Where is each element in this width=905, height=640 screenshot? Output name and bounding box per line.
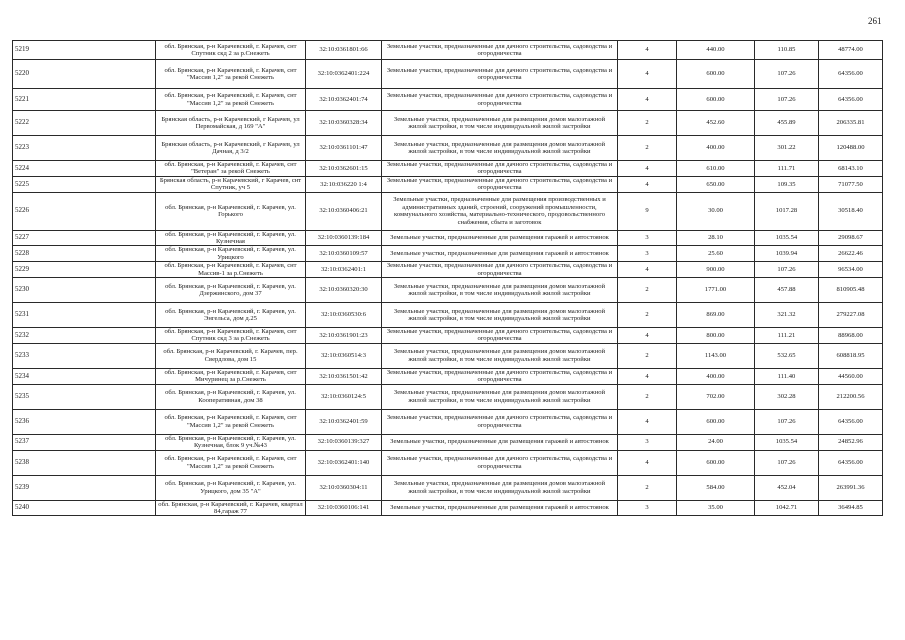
table-row <box>13 111 883 136</box>
row-land-use: Земельные участки, предназначенные для дачного строительства, садоводства и огородничества <box>382 41 618 60</box>
row-area: 600.00 <box>677 89 755 111</box>
table-row <box>13 278 883 303</box>
row-area: 610.00 <box>677 161 755 177</box>
row-rate: 111.40 <box>755 368 819 384</box>
row-rate: 107.26 <box>755 450 819 475</box>
row-address: обл. Брянская, р-н Карачевский, г. Карачев, снт Спутник скд 2 за р.Снежеть <box>156 41 306 60</box>
row-cadastral-value: 30518.40 <box>819 192 883 230</box>
table-row <box>13 89 883 111</box>
table-row <box>13 246 883 262</box>
row-land-use: Земельные участки, предназначенные для дачного строительства, садоводства и огородничества <box>382 328 618 344</box>
row-cadastral-number: 32:10:0361501:42 <box>306 368 382 384</box>
row-cadastral-number: 32:10:0362401:74 <box>306 89 382 111</box>
table-row <box>13 60 883 89</box>
row-address: обл. Брянская, р-н Карачевский, г. Карачев, снт Мичуринец за р.Снежеть <box>156 368 306 384</box>
table-row <box>13 161 883 177</box>
row-rate: 321.32 <box>755 303 819 328</box>
row-area: 600.00 <box>677 450 755 475</box>
row-cadastral-value: 263991.36 <box>819 475 883 500</box>
row-land-use: Земельные участки, предназначенные для размещения производственных и административных зданий, строений, сооружений промышленности, коммунального хозяйства, материально-технического, продовольственного снабжения, сбыта и заготовок <box>382 192 618 230</box>
row-cadastral-number: 32:10:0360304:11 <box>306 475 382 500</box>
row-rate: 107.26 <box>755 89 819 111</box>
row-address: обл. Брянская, р-н Карачевский, г. Карачев, ул. Урицкого <box>156 246 306 262</box>
row-area: 900.00 <box>677 262 755 278</box>
row-cadastral-number: 32:10:0360406:21 <box>306 192 382 230</box>
table-row <box>13 409 883 434</box>
row-cadastral-number: 32:10:0360139:184 <box>306 230 382 246</box>
row-zone: 4 <box>618 161 677 177</box>
row-number: 5224 <box>13 161 156 177</box>
row-address: обл. Брянская, р-н Карачевский, г. Карачев, снт "Массив 1,2" за рекой Снежеть <box>156 89 306 111</box>
row-address: обл. Брянская, р-н Карачевский, г. Карачев, снт Спутник скд 3 за р.Снежеть <box>156 328 306 344</box>
row-number: 5221 <box>13 89 156 111</box>
row-land-use: Земельные участки, предназначенные для размещения домов малоэтажной жилой застройки, в том числе индивидуальной жилой застройки <box>382 475 618 500</box>
row-zone: 4 <box>618 368 677 384</box>
row-rate: 532.65 <box>755 343 819 368</box>
row-address: обл. Брянская, р-н Карачевский, г. Карачев, ул. Горького <box>156 192 306 230</box>
row-number: 5228 <box>13 246 156 262</box>
row-rate: 1017.28 <box>755 192 819 230</box>
row-number: 5230 <box>13 278 156 303</box>
row-cadastral-number: 32:10:036220 1:4 <box>306 176 382 192</box>
row-number: 5235 <box>13 384 156 409</box>
row-cadastral-value: 64356.00 <box>819 89 883 111</box>
row-number: 5237 <box>13 434 156 450</box>
row-address: обл. Брянская, р-н Карачевский, г. Карачев, ул. Кузнечная, блок 9 уч.№43 <box>156 434 306 450</box>
row-rate: 1042.71 <box>755 500 819 516</box>
table-row <box>13 328 883 344</box>
row-land-use: Земельные участки, предназначенные для размещения домов малоэтажной жилой застройки, в том числе индивидуальной жилой застройки <box>382 111 618 136</box>
row-zone: 4 <box>618 176 677 192</box>
row-cadastral-number: 32:10:0361901:23 <box>306 328 382 344</box>
row-address: обл. Брянская, р-н Карачевский, г. Карачев, снт "Массив 1,2" за рекой Снежеть <box>156 409 306 434</box>
row-rate: 111.21 <box>755 328 819 344</box>
row-land-use: Земельные участки, предназначенные для размещения гаражей и автостоянок <box>382 230 618 246</box>
row-zone: 2 <box>618 343 677 368</box>
row-cadastral-value: 29098.67 <box>819 230 883 246</box>
row-cadastral-value: 48774.00 <box>819 41 883 60</box>
row-zone: 2 <box>618 303 677 328</box>
page-number: 261 <box>868 16 882 26</box>
table-row <box>13 230 883 246</box>
row-area: 584.00 <box>677 475 755 500</box>
row-address: обл. Брянская, р-н Карачевский, г. Карачев, ул. Дзержинского, дом 37 <box>156 278 306 303</box>
row-zone: 4 <box>618 450 677 475</box>
row-address: обл. Брянская, р-н Карачевский, г. Карачев, снт "Массив 1,2" за рекой Снежеть <box>156 60 306 89</box>
row-land-use: Земельные участки, предназначенные для дачного строительства, садоводства и огородничества <box>382 176 618 192</box>
row-cadastral-value: 71077.50 <box>819 176 883 192</box>
row-area: 400.00 <box>677 136 755 161</box>
row-cadastral-number: 32:10:0361801:66 <box>306 41 382 60</box>
row-number: 5239 <box>13 475 156 500</box>
row-address: обл. Брянская, р-н Карачевский, г. Карачев, снт "Массив 1,2" за рекой Снежеть <box>156 450 306 475</box>
row-zone: 2 <box>618 278 677 303</box>
row-cadastral-value: 279227.08 <box>819 303 883 328</box>
row-number: 5223 <box>13 136 156 161</box>
row-area: 600.00 <box>677 409 755 434</box>
row-zone: 4 <box>618 89 677 111</box>
row-cadastral-number: 32:10:0362401:224 <box>306 60 382 89</box>
row-number: 5222 <box>13 111 156 136</box>
row-number: 5236 <box>13 409 156 434</box>
row-cadastral-number: 32:10:0362601:15 <box>306 161 382 177</box>
row-land-use: Земельные участки, предназначенные для размещения гаражей и автостоянок <box>382 500 618 516</box>
row-zone: 2 <box>618 384 677 409</box>
row-zone: 2 <box>618 111 677 136</box>
row-land-use: Земельные участки, предназначенные для дачного строительства, садоводства и огородничества <box>382 89 618 111</box>
row-cadastral-number: 32:10:0362401:59 <box>306 409 382 434</box>
row-cadastral-number: 32:10:0360514:3 <box>306 343 382 368</box>
row-zone: 3 <box>618 500 677 516</box>
row-number: 5232 <box>13 328 156 344</box>
row-rate: 107.26 <box>755 262 819 278</box>
row-cadastral-value: 212200.56 <box>819 384 883 409</box>
row-rate: 107.26 <box>755 60 819 89</box>
row-cadastral-value: 24852.96 <box>819 434 883 450</box>
row-rate: 109.35 <box>755 176 819 192</box>
row-cadastral-value: 36494.85 <box>819 500 883 516</box>
row-rate: 111.71 <box>755 161 819 177</box>
row-cadastral-number: 32:10:0360139:327 <box>306 434 382 450</box>
row-area: 35.00 <box>677 500 755 516</box>
row-area: 30.00 <box>677 192 755 230</box>
row-cadastral-number: 32:10:0360106:141 <box>306 500 382 516</box>
row-area: 800.00 <box>677 328 755 344</box>
row-number: 5234 <box>13 368 156 384</box>
row-area: 28.10 <box>677 230 755 246</box>
registry-body <box>13 41 883 516</box>
row-land-use: Земельные участки, предназначенные для размещения гаражей и автостоянок <box>382 434 618 450</box>
row-cadastral-value: 26622.46 <box>819 246 883 262</box>
row-address: обл. Брянская, р-н Карачевский, г. Карачев, ул. Кузнечная <box>156 230 306 246</box>
row-cadastral-number: 32:10:0361101:47 <box>306 136 382 161</box>
row-land-use: Земельные участки, предназначенные для дачного строительства, садоводства и огородничества <box>382 450 618 475</box>
row-land-use: Земельные участки, предназначенные для размещения домов малоэтажной жилой застройки, в том числе индивидуальной жилой застройки <box>382 343 618 368</box>
row-land-use: Земельные участки, предназначенные для дачного строительства, садоводства и огородничества <box>382 262 618 278</box>
row-cadastral-number: 32:10:0360530:6 <box>306 303 382 328</box>
row-land-use: Земельные участки, предназначенные для размещения домов малоэтажной жилой застройки, в том числе индивидуальной жилой застройки <box>382 384 618 409</box>
row-cadastral-number: 32:10:0362401:1 <box>306 262 382 278</box>
table-row <box>13 176 883 192</box>
row-land-use: Земельные участки, предназначенные для дачного строительства, садоводства и огородничества <box>382 60 618 89</box>
row-address: обл. Брянская, р-н Карачевский, г. Карачев, квартал 84,гараж 77 <box>156 500 306 516</box>
table-row <box>13 136 883 161</box>
row-zone: 4 <box>618 41 677 60</box>
row-rate: 301.22 <box>755 136 819 161</box>
table-row <box>13 450 883 475</box>
row-cadastral-value: 810905.48 <box>819 278 883 303</box>
row-cadastral-value: 64356.00 <box>819 450 883 475</box>
row-zone: 9 <box>618 192 677 230</box>
table-row <box>13 368 883 384</box>
row-rate: 1035.54 <box>755 434 819 450</box>
row-area: 25.60 <box>677 246 755 262</box>
row-cadastral-value: 96534.00 <box>819 262 883 278</box>
row-cadastral-number: 32:10:0360109:57 <box>306 246 382 262</box>
row-land-use: Земельные участки, предназначенные для размещения домов малоэтажной жилой застройки, в том числе индивидуальной жилой застройки <box>382 136 618 161</box>
row-area: 702.00 <box>677 384 755 409</box>
table-row <box>13 343 883 368</box>
row-zone: 4 <box>618 328 677 344</box>
row-zone: 3 <box>618 434 677 450</box>
row-cadastral-value: 206335.81 <box>819 111 883 136</box>
row-address: обл. Брянская, р-н Карачевский, г. Карачев, ул. Урицкого, дом 35 "А" <box>156 475 306 500</box>
row-address: обл. Брянская, р-н Карачевский, г. Карачев, снт "Ветеран" за рекой Снежеть <box>156 161 306 177</box>
table-row <box>13 384 883 409</box>
table-row <box>13 41 883 60</box>
row-zone: 3 <box>618 230 677 246</box>
row-address: Брянская область, р-н Карачевский, г Карачев, ул Дачная, д 3/2 <box>156 136 306 161</box>
row-zone: 4 <box>618 262 677 278</box>
row-address: обл. Брянская, р-н Карачевский, г. Карачев, ул. Энгельса, дом д.25 <box>156 303 306 328</box>
row-rate: 1035.54 <box>755 230 819 246</box>
row-number: 5233 <box>13 343 156 368</box>
row-land-use: Земельные участки, предназначенные для размещения гаражей и автостоянок <box>382 246 618 262</box>
row-number: 5229 <box>13 262 156 278</box>
row-cadastral-number: 32:10:0360124:5 <box>306 384 382 409</box>
row-rate: 110.85 <box>755 41 819 60</box>
table-row <box>13 434 883 450</box>
land-registry-table <box>12 40 883 516</box>
row-rate: 452.04 <box>755 475 819 500</box>
row-area: 600.00 <box>677 60 755 89</box>
row-cadastral-value: 88968.00 <box>819 328 883 344</box>
row-cadastral-number: 32:10:0360320:30 <box>306 278 382 303</box>
row-number: 5225 <box>13 176 156 192</box>
row-zone: 4 <box>618 60 677 89</box>
row-land-use: Земельные участки, предназначенные для дачного строительства, садоводства и огородничества <box>382 161 618 177</box>
row-area: 24.00 <box>677 434 755 450</box>
row-rate: 302.28 <box>755 384 819 409</box>
row-address: обл. Брянская, р-н Карачевский, г. Карачев, пер. Свердлова, дом 15 <box>156 343 306 368</box>
row-number: 5220 <box>13 60 156 89</box>
row-rate: 107.26 <box>755 409 819 434</box>
row-zone: 3 <box>618 246 677 262</box>
row-cadastral-value: 64356.00 <box>819 60 883 89</box>
table-row <box>13 262 883 278</box>
row-number: 5231 <box>13 303 156 328</box>
row-cadastral-value: 608818.95 <box>819 343 883 368</box>
row-number: 5226 <box>13 192 156 230</box>
row-number: 5227 <box>13 230 156 246</box>
row-cadastral-value: 64356.00 <box>819 409 883 434</box>
table-row <box>13 500 883 516</box>
row-cadastral-value: 120488.00 <box>819 136 883 161</box>
row-zone: 4 <box>618 409 677 434</box>
row-area: 650.00 <box>677 176 755 192</box>
row-area: 400.00 <box>677 368 755 384</box>
row-rate: 457.88 <box>755 278 819 303</box>
row-area: 452.60 <box>677 111 755 136</box>
row-land-use: Земельные участки, предназначенные для размещения домов малоэтажной жилой застройки, в том числе индивидуальной жилой застройки <box>382 303 618 328</box>
row-address: обл. Брянская, р-н Карачевский, г. Карачев, ул. Кооперативная, дом 38 <box>156 384 306 409</box>
row-cadastral-number: 32:10:0362401:140 <box>306 450 382 475</box>
row-cadastral-number: 32:10:0360328:34 <box>306 111 382 136</box>
row-rate: 1039.94 <box>755 246 819 262</box>
row-land-use: Земельные участки, предназначенные для размещения домов малоэтажной жилой застройки, в том числе индивидуальной жилой застройки <box>382 278 618 303</box>
row-address: Брянская область, р-н Карачевский, г Карачев, снт Спутник, уч 5 <box>156 176 306 192</box>
row-land-use: Земельные участки, предназначенные для дачного строительства, садоводства и огородничества <box>382 409 618 434</box>
row-area: 1143.00 <box>677 343 755 368</box>
table-row <box>13 475 883 500</box>
row-number: 5219 <box>13 41 156 60</box>
table-row <box>13 192 883 230</box>
row-cadastral-value: 44560.00 <box>819 368 883 384</box>
row-cadastral-value: 68143.10 <box>819 161 883 177</box>
row-area: 440.00 <box>677 41 755 60</box>
table-row <box>13 303 883 328</box>
row-address: обл. Брянская, р-н Карачевский, г. Карачев, снт Массив-1 за р.Снежеть <box>156 262 306 278</box>
row-rate: 455.89 <box>755 111 819 136</box>
row-land-use: Земельные участки, предназначенные для дачного строительства, садоводства и огородничества <box>382 368 618 384</box>
row-zone: 2 <box>618 475 677 500</box>
row-area: 1771.00 <box>677 278 755 303</box>
row-number: 5240 <box>13 500 156 516</box>
row-address: Брянская область, р-н Карачевский, г Карачев, ул Первомайская, д 169 "А" <box>156 111 306 136</box>
row-zone: 2 <box>618 136 677 161</box>
row-number: 5238 <box>13 450 156 475</box>
row-area: 869.00 <box>677 303 755 328</box>
